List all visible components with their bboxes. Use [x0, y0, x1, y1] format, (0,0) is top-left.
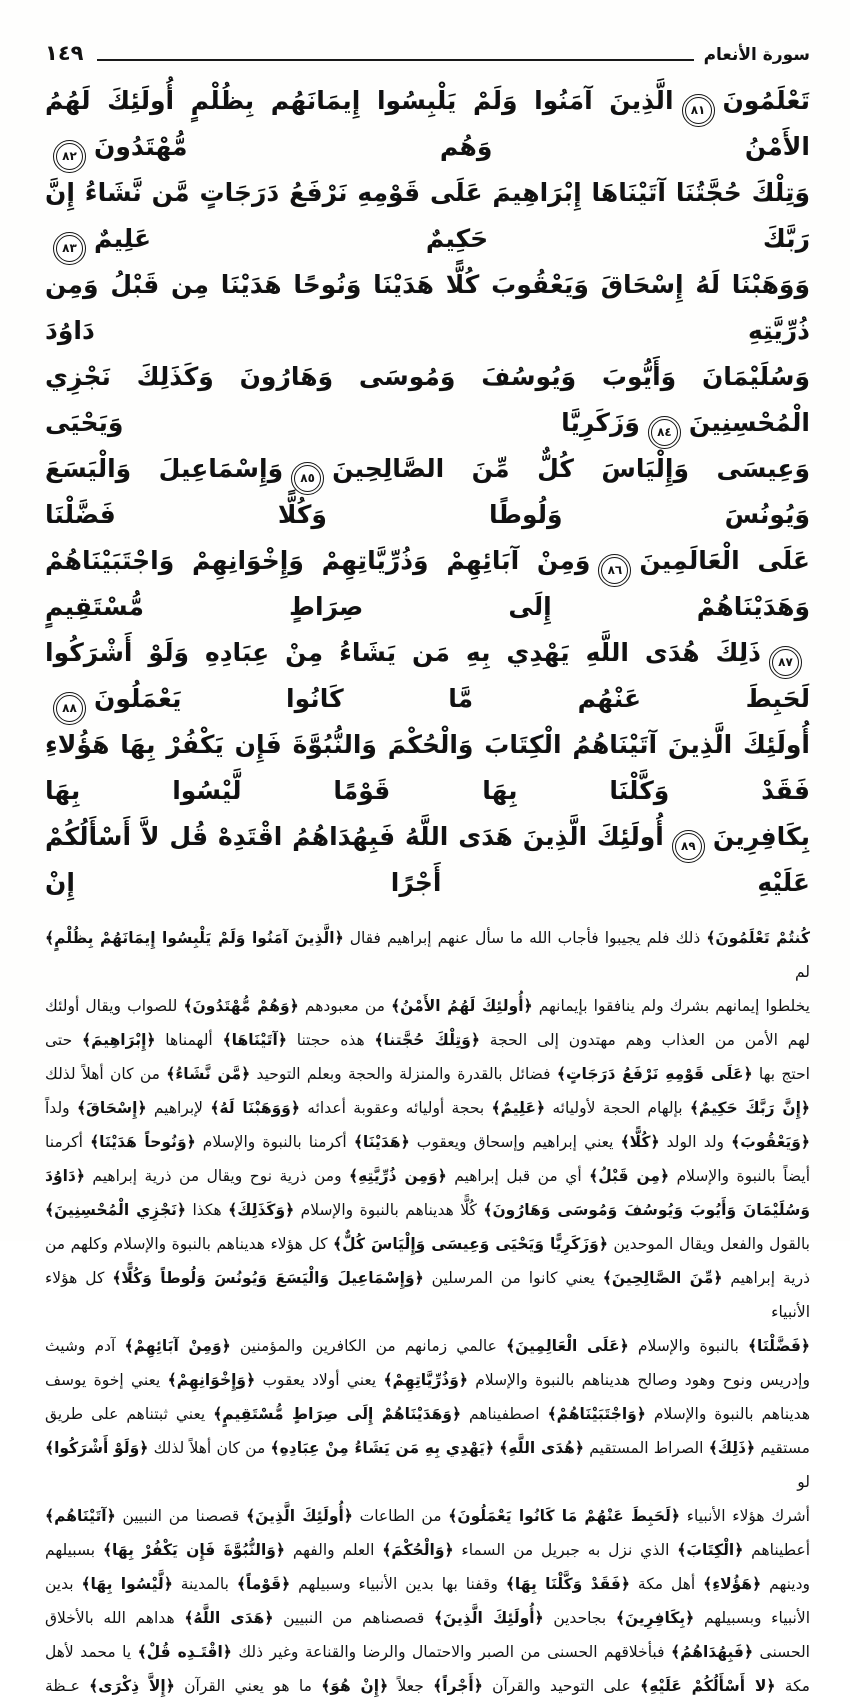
commentary-text: يخلطوا إيمانهم بشرك ولم ينافقوا بإيمانهم — [532, 997, 810, 1015]
commentary-text: لإبراهيم — [146, 1099, 211, 1117]
verse-number-medallion: ٨٥ — [294, 465, 321, 492]
quran-citation: ﴿أُولئِكَ لَهُمُ الأَمْنُ﴾ — [391, 997, 533, 1015]
quran-text: بِكَافِرِينَ — [712, 822, 810, 851]
quran-citation: ﴿إِسْحَاقَ﴾ — [76, 1099, 147, 1117]
quran-citation: ﴿الْكِتَابَ﴾ — [677, 1541, 744, 1559]
commentary-text: كل هؤلاء هديناهم بالنبوة والإسلام وكلهم من — [45, 1235, 334, 1253]
quran-citation: ﴿وَزَكَرِيًّا وَيَحْيَى وَعِيسَى وَإِلْيَاسَ كُلٌّ﴾ — [333, 1235, 608, 1253]
quran-citation: ﴿يَهْدِي بِهِ مَن يَشَاءُ مِنْ عِبَادِهِ﴾ — [270, 1439, 495, 1457]
quran-citation: ﴿مَّن نَّشَاءُ﴾ — [166, 1065, 251, 1083]
quran-text: وَتِلْكَ حُجَّتُنَا آتَيْنَاهَا إِبْرَاهِيمَ عَلَى قَوْمِهِ نَرْفَعُ دَرَجَاتٍ مَّن نَّشَاءُ إِنَّ رَبَّكَ حَكِيمٌ عَلِيمٌ — [45, 178, 810, 253]
quran-citation: ﴿اقْتَـدِه قُلْ﴾ — [137, 1643, 232, 1661]
commentary-text: جعلاً — [388, 1677, 434, 1695]
quran-citation: ﴿إِنْ هُوَ﴾ — [321, 1677, 389, 1695]
commentary-text: بسبيلهم — [45, 1541, 103, 1559]
commentary-text: لهم الأمن من العذاب وهم مهتدون إلى الحجة — [479, 1031, 810, 1049]
quran-citation: ﴿وَتِلْكَ حُجَّتنا﴾ — [374, 1031, 480, 1049]
quran-citation: ﴿وَوَهَبْنَا لَهُ﴾ — [210, 1099, 300, 1117]
commentary-text: أشرك هؤلاء الأنبياء — [679, 1507, 810, 1525]
commentary-text: يعني أولاد يعقوب — [255, 1371, 384, 1389]
commentary-text: من الطاعات — [352, 1507, 449, 1525]
quran-citation: ﴿وَمِنْ آبَائِهِمْ﴾ — [124, 1337, 231, 1355]
quran-citation: ﴿لَحَبِطَ عَنْهُمْ مَا كَانُوا يَعْمَلُونَ﴾ — [448, 1507, 680, 1525]
commentary-text: اصطفيناهم — [461, 1405, 548, 1423]
quran-citation: ﴿وَالنُّبُوَّةَ فَإِن يَكْفُرْ بِهَا﴾ — [102, 1541, 286, 1559]
commentary-text: فبأخلاقهم الحسنى من الصبر والاحتمال والرضا والقناعة وغير ذلك — [231, 1643, 671, 1661]
commentary-text: عالمي زمانهم من الكافرين والمؤمنين — [230, 1337, 507, 1355]
commentary-text: عـظة — [45, 1677, 90, 1695]
quran-line — [45, 538, 810, 630]
commentary-text: هكذا — [186, 1201, 229, 1219]
commentary-text: هديناهم بالنبوة والإسلام — [645, 1405, 810, 1423]
commentary-text: للصواب ويقال أولئك — [45, 997, 184, 1015]
verse-number-medallion: ٨٩ — [675, 833, 702, 860]
quran-citation: ﴿وَهَدَيْنَاهُمْ إِلَى صِرَاطٍ مُّسْتَقِيمٍ﴾ — [213, 1405, 462, 1423]
commentary-text: قصصناهم من النبيين — [273, 1609, 434, 1627]
quran-citation: ﴿فَقَدْ وَكَّلْنَا بِهَا﴾ — [505, 1575, 630, 1593]
tafsir-line — [45, 1397, 810, 1431]
quran-text: الَّذِينَ آمَنُوا وَلَمْ يَلْبِسُوا إِيمَانَهُم بِظُلْمٍ أُولَئِكَ لَهُمُ الأَمْنُ وَهُم مُّهْتَدُونَ — [45, 86, 810, 161]
commentary-text: أكرمنا بالنبوة والإسلام — [195, 1133, 354, 1151]
commentary-text: بجاحدين — [543, 1609, 616, 1627]
quran-citation: ﴿آتَيْنَاهُم﴾ — [45, 1507, 116, 1525]
tafsir-block — [45, 921, 810, 1703]
commentary-text: بإلهام الحجة لأوليائه — [545, 1099, 690, 1117]
verse-number-medallion: ٨٦ — [601, 557, 628, 584]
quran-citation: ﴿هَؤُلاءِ﴾ — [703, 1575, 762, 1593]
commentary-text: كل هؤلاء الأنبياء — [45, 1269, 810, 1321]
commentary-text: الأنبياء وبسبيلهم — [694, 1609, 811, 1627]
quran-citation: ﴿آتَيْنَاهَا﴾ — [222, 1031, 287, 1049]
commentary-text: ومن ذرية نوح ويقال من ذرية إبراهيم — [84, 1167, 350, 1185]
verse-number-medallion: ٨٨ — [56, 695, 83, 722]
tafsir-line — [45, 1669, 810, 1703]
commentary-text: بحجة أوليائه وعقوبة أعدائه — [299, 1099, 492, 1117]
quran-citation: ﴿لا أَسْأَلُكُمْ عَلَيْهِ﴾ — [640, 1677, 776, 1695]
tafsir-line — [45, 1023, 810, 1057]
commentary-text: الصراط المستقيم — [583, 1439, 709, 1457]
tafsir-line — [45, 1601, 810, 1635]
quran-citation: ﴿وَنُوحاً هَدَيْنَا﴾ — [90, 1133, 196, 1151]
quran-citation: ﴿هُدَى اللَّهِ﴾ — [499, 1439, 584, 1457]
tafsir-line — [45, 1533, 810, 1567]
quran-line — [45, 78, 810, 170]
commentary-text: ودينهم — [761, 1575, 810, 1593]
quran-line — [45, 262, 810, 354]
quran-citation: ﴿أُولَئِكَ الَّذِينَ﴾ — [246, 1507, 353, 1525]
verse-number-medallion: ٨٣ — [56, 235, 83, 262]
quran-citation: ﴿عَلَى قَوْمِهِ نَرْفَعُ دَرَجَاتٍ﴾ — [556, 1065, 753, 1083]
verse-number-medallion: ٨١ — [685, 97, 712, 124]
commentary-text: مكة — [775, 1677, 810, 1695]
quran-line — [45, 170, 810, 262]
tafsir-line — [45, 1329, 810, 1363]
commentary-text: بالنبوة والإسلام — [628, 1337, 748, 1355]
commentary-text: احتج بها — [752, 1065, 810, 1083]
commentary-text: ألهمناها — [155, 1031, 223, 1049]
commentary-text: آدم وشيث — [45, 1337, 125, 1355]
commentary-text: يعني إخوة يوسف — [45, 1371, 168, 1389]
tafsir-line — [45, 1193, 810, 1227]
commentary-text: من معبودهم — [298, 997, 392, 1015]
quran-text: وَإِسْمَاعِيلَ وَالْيَسَعَ وَيُونُسَ وَلُوطًا وَكُلًّا فَضَّلْنَا — [45, 454, 810, 529]
quran-text: وَمِنْ آبَائِهِمْ وَذُرِّيَّاتِهِمْ وَإِخْوَانِهِمْ وَاجْتَبَيْنَاهُمْ وَهَدَيْنَاهُمْ إِلَى صِرَاطٍ مُّسْتَقِيمٍ — [45, 546, 810, 621]
commentary-text: وقفنا بها بدين الأنبياء وسبيلهم — [290, 1575, 506, 1593]
commentary-text: مستقيم — [755, 1439, 810, 1457]
quran-citation: ﴿إِلاَّ ذِكْرَى﴾ — [89, 1677, 175, 1695]
quran-citation: ﴿قَوْماً﴾ — [236, 1575, 291, 1593]
commentary-text: لم — [794, 963, 810, 981]
tafsir-line — [45, 921, 810, 989]
commentary-text: ولداً — [45, 1099, 77, 1117]
quran-citation: ﴿وَذُرِّيَّاتِهِمْ﴾ — [383, 1371, 468, 1389]
commentary-text: بدين — [45, 1575, 82, 1593]
verse-number-medallion: ٨٤ — [651, 419, 678, 446]
quran-text: عَلَى الْعَالَمِينَ — [639, 546, 810, 575]
quran-citation: ﴿هَدَيْنَا﴾ — [353, 1133, 410, 1151]
quran-line — [45, 446, 810, 538]
commentary-text: ذرية إبراهيم — [722, 1269, 810, 1287]
header-rule — [97, 59, 693, 61]
commentary-text: يعني كانوا من المرسلين — [423, 1269, 603, 1287]
commentary-text: فضائل بالقدرة والمنزلة والحجة وبعلم التوحيد — [250, 1065, 557, 1083]
commentary-text: لو — [797, 1473, 810, 1491]
quran-text: أُولَئِكَ الَّذِينَ هَدَى اللَّهُ فَبِهُدَاهُمُ اقْتَدِهْ قُل لاَّ أَسْأَلُكُمْ عَلَيْهِ أَجْرًا إِنْ — [45, 822, 810, 897]
commentary-text: قصصنا من النبيين — [115, 1507, 247, 1525]
commentary-text: العلم والفهم — [285, 1541, 383, 1559]
tafsir-line — [45, 1363, 810, 1397]
tafsir-line — [45, 1125, 810, 1159]
quran-citation: ﴿عَلَى الْعَالِمِينَ﴾ — [506, 1337, 629, 1355]
tafsir-line — [45, 989, 810, 1023]
quran-citation: ﴿وَاجْتَبَيْنَاهُمْ﴾ — [547, 1405, 646, 1423]
tafsir-line — [45, 1261, 810, 1329]
quran-citation: ﴿فَضَّلْنَا﴾ — [747, 1337, 810, 1355]
quran-citation: ﴿لَّيْسُوا بِهَا﴾ — [81, 1575, 173, 1593]
quran-citation: ﴿وَإِخْوَانِهِمْ﴾ — [167, 1371, 256, 1389]
quran-text: وَعِيسَى وَإِلْيَاسَ كُلٌّ مِّنَ الصَّالِحِينَ — [332, 454, 810, 483]
commentary-text: يعني إبراهيم وإسحاق ويعقوب — [409, 1133, 621, 1151]
commentary-text: هذه حجتنا — [286, 1031, 375, 1049]
quran-citation: ﴿ذَلِكَ﴾ — [708, 1439, 756, 1457]
verse-number-medallion: ٨٢ — [56, 143, 83, 170]
quran-citation: ﴿نَجْزِي الْمُحْسِنِينَ﴾ — [45, 1201, 187, 1219]
quran-block — [45, 78, 810, 906]
commentary-text: من كان أهلاً لذلك — [148, 1439, 271, 1457]
quran-citation: ﴿كُلًّا﴾ — [620, 1133, 660, 1151]
tafsir-line — [45, 1227, 810, 1261]
commentary-text: ما هو يعني القرآن — [174, 1677, 322, 1695]
quran-citation: ﴿الَّذِينَ آمَنُوا وَلَمْ يَلْبِسُوا إِيمَانَهُمْ بِظُلْمٍ﴾ — [45, 929, 344, 947]
quran-text: تَعْلَمُونَ — [722, 86, 810, 115]
tafsir-line — [45, 1057, 810, 1091]
page-number: ١٤٩ — [45, 41, 84, 65]
quran-text: وَزَكَرِيَّا وَيَحْيَى — [45, 408, 640, 437]
commentary-text: أي من قبل إبراهيم — [446, 1167, 590, 1185]
quran-citation: ﴿عَلِيمٌ﴾ — [491, 1099, 546, 1117]
surah-title: سورة الأنعام — [703, 45, 810, 65]
quran-citation: كُنتُمْ تَعْلَمُونَ﴾ — [706, 929, 810, 947]
quran-citation: ﴿وَهُمْ مُّهْتَدُونَ﴾ — [183, 997, 299, 1015]
commentary-text: حتى — [45, 1031, 82, 1049]
verse-number-medallion: ٨٧ — [772, 649, 799, 676]
quran-citation: ﴿وَالْحُكْمَ﴾ — [382, 1541, 454, 1559]
quran-citation: ﴿مِن قَبْلُ﴾ — [589, 1167, 670, 1185]
quran-citation: ﴿بِكَافِرِينَ﴾ — [615, 1609, 695, 1627]
quran-citation: ﴿إِنَّ رَبَّكَ حَكِيمٌ﴾ — [689, 1099, 810, 1117]
tafsir-line — [45, 1091, 810, 1125]
commentary-text: الحسنى — [753, 1643, 810, 1661]
commentary-text: يا محمد لأهل — [45, 1643, 138, 1661]
commentary-text: ولد الولد — [659, 1133, 732, 1151]
quran-text: وَسُلَيْمَانَ وَأَيُّوبَ وَيُوسُفَ وَمُوسَى وَهَارُونَ وَكَذَلِكَ نَجْزِي الْمُحْسِنِينَ — [45, 362, 810, 437]
quran-citation: ﴿دَاوُدَ — [45, 1167, 85, 1185]
quran-text: أُولَئِكَ الَّذِينَ آتَيْنَاهُمُ الْكِتَابَ وَالْحُكْمَ وَالنُّبُوَّةَ فَإِن يَكْفُرْ بِهَا هَؤُلاءِ فَقَدْ وَكَّلْنَا بِهَا قَوْمًا لَّيْسُوا بِهَا — [45, 730, 810, 805]
quran-citation: ﴿وَلَوْ أَشْرَكُوا﴾ — [45, 1439, 149, 1457]
quran-citation: ﴿وَإِسْمَاعِيلَ وَالْيَسَعَ وَيُونُسَ وَلُوطاً وَكُلًّا﴾ — [112, 1269, 424, 1287]
commentary-text: أهل مكة — [630, 1575, 704, 1593]
quran-citation: ﴿أُولَئِكَ الَّذِينَ﴾ — [433, 1609, 544, 1627]
quran-citation: ﴿هَدَى اللَّهُ﴾ — [184, 1609, 274, 1627]
commentary-text: يعني ثبتناهم على طريق — [45, 1405, 214, 1423]
quran-citation: ﴿وَكَذَلِكَ﴾ — [228, 1201, 295, 1219]
commentary-text: ذلك فلم يجيبوا فأجاب الله ما سأل عنهم إبراهيم فقال — [343, 929, 707, 947]
quran-citation: ﴿فَبِهُدَاهُمُ﴾ — [671, 1643, 754, 1661]
quran-citation: ﴿وَيَعْقُوبَ﴾ — [731, 1133, 810, 1151]
commentary-text: أيضاً بالنبوة والإسلام — [669, 1167, 810, 1185]
quran-citation: ﴿إِبْرَاهِيمَ﴾ — [82, 1031, 156, 1049]
commentary-text: بالمدينة — [172, 1575, 237, 1593]
quran-line — [45, 722, 810, 814]
tafsir-line — [45, 1159, 810, 1193]
commentary-text: من كان أهلاً لذلك — [45, 1065, 167, 1083]
commentary-text: بالقول والفعل ويقال الموحدين — [607, 1235, 810, 1253]
commentary-text: الذي نزل به جبريل من السماء — [453, 1541, 678, 1559]
tafsir-line — [45, 1499, 810, 1533]
quran-citation: ﴿أَجْراً﴾ — [433, 1677, 483, 1695]
commentary-text: أكرمنا — [45, 1133, 91, 1151]
quran-line — [45, 814, 810, 906]
commentary-text: كُلًّا هديناهم بالنبوة والإسلام — [294, 1201, 484, 1219]
quran-citation: ﴿مِّنَ الصَّالِحِينَ﴾ — [602, 1269, 723, 1287]
quran-citation: وَسُلَيْمَانَ وَأَيُوبَ وَيُوسُفَ وَمُوسَى وَهَارُونَ﴾ — [483, 1201, 810, 1219]
tafsir-line — [45, 1635, 810, 1669]
quran-text: ذَلِكَ هُدَى اللَّهِ يَهْدِي بِهِ مَن يَشَاءُ مِنْ عِبَادِهِ وَلَوْ أَشْرَكُوا لَحَبِطَ عَنْهُم مَّا كَانُوا يَعْمَلُونَ — [45, 638, 810, 713]
page-header — [45, 36, 810, 64]
commentary-text: على التوحيد والقرآن — [482, 1677, 641, 1695]
commentary-text: هداهم الله بالأخلاق — [45, 1609, 185, 1627]
tafsir-line — [45, 1431, 810, 1499]
quran-citation: ﴿وَمِن ذُرِّيَّتِهِ﴾ — [349, 1167, 447, 1185]
commentary-text: أعطيناهم — [743, 1541, 810, 1559]
quran-line — [45, 630, 810, 722]
quran-line — [45, 354, 810, 446]
commentary-text: وإدريس ونوح وهود وصالح هديناهم بالنبوة والإسلام — [468, 1371, 810, 1389]
quran-text: وَوَهَبْنَا لَهُ إِسْحَاقَ وَيَعْقُوبَ كُلًّا هَدَيْنَا وَنُوحًا هَدَيْنَا مِن قَبْلُ وَمِن ذُرِّيَّتِهِ دَاوُدَ — [45, 270, 810, 345]
tafsir-line — [45, 1567, 810, 1601]
